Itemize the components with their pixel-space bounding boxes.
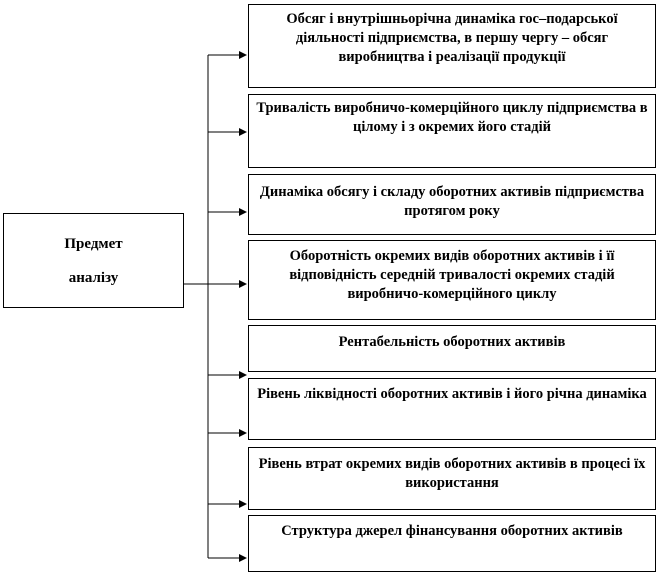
item-box-6: Рівень ліквідності оборотних активів і його річна динаміка (248, 378, 656, 440)
item-box-2: Тривалість виробничо-комерційного циклу підприємства в цілому і з окремих його стадій (248, 94, 656, 168)
item-box-7: Рівень втрат окремих видів оборотних активів в процесі їх використання (248, 447, 656, 510)
subject-line-2: аналізу (68, 269, 119, 286)
item-box-4: Оборотність окремих видів оборотних активів і її відповідність середній тривалості окремих стадій виробничо-комерційного циклу (248, 240, 656, 320)
item-box-8: Структура джерел фінансування оборотних активів (248, 515, 656, 572)
item-box-5: Рентабельність оборотних активів (248, 325, 656, 372)
item-box-3: Динаміка обсягу і складу оборотних активів підприємства протягом року (248, 174, 656, 235)
subject-box (3, 213, 184, 308)
subject-line-1: Предмет (64, 235, 123, 252)
item-box-1: Обсяг і внутрішньорічна динаміка гос–подарської діяльності підприємства, в першу чергу – обсяг виробництва і реалізації продукції (248, 4, 656, 88)
